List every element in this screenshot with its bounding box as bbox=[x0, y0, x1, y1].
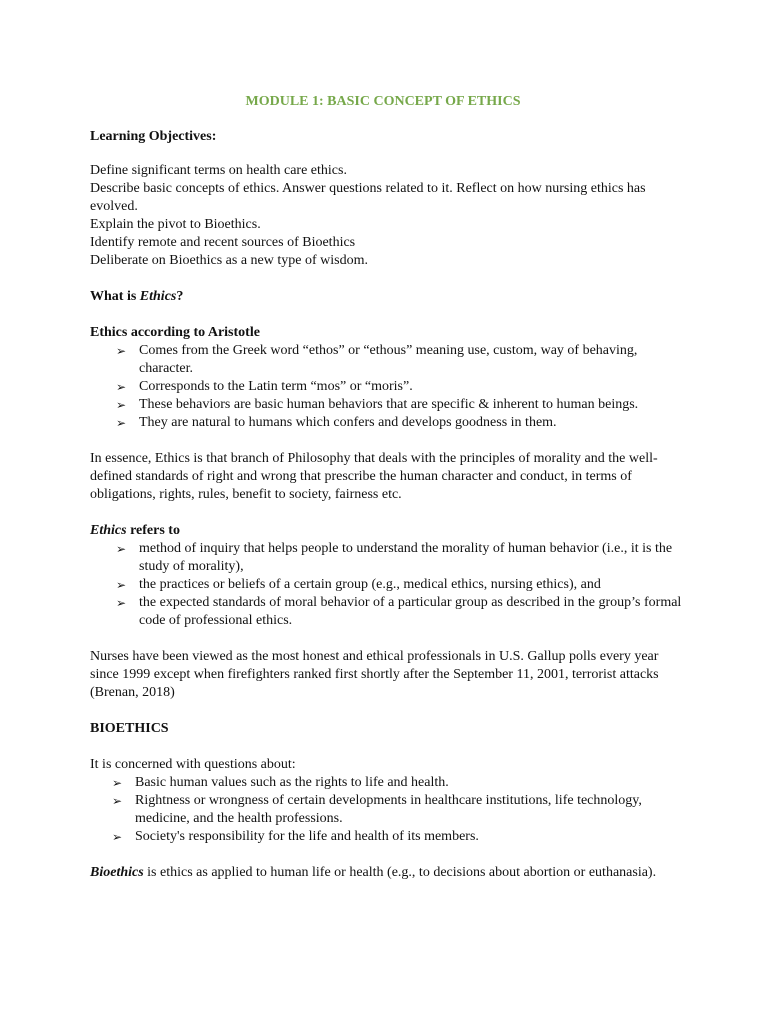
arrow-bullet-icon: ➢ bbox=[112, 794, 123, 808]
arrow-bullet-icon: ➢ bbox=[116, 542, 127, 556]
arrow-bullet-icon: ➢ bbox=[112, 776, 123, 790]
list-item: ➢ Basic human values such as the rights to life and health. bbox=[112, 775, 449, 790]
list-item: ➢ Society's responsibility for the life and health of its members. bbox=[112, 829, 479, 844]
arrow-bullet-icon: ➢ bbox=[116, 416, 127, 430]
objective-item: Explain the pivot to Bioethics. bbox=[90, 217, 261, 232]
list-item: ➢ Rightness or wrongness of certain developments in healthcare institutions, life technology, medicine, and the health professions. bbox=[112, 793, 642, 826]
essence-paragraph: In essence, Ethics is that branch of Philosophy that deals with the principles of morality and the well- defined standards of right and wrong that prescribe the human character and conduct, in terms of obligations, rights, rules, benefit to society, fairness etc. bbox=[90, 451, 658, 502]
arrow-bullet-icon: ➢ bbox=[116, 344, 127, 358]
list-item: ➢ the expected standards of moral behavior of a particular group as described in the group’s formal code of professional ethics. bbox=[116, 595, 682, 628]
list-item: ➢ They are natural to humans which confers and develops goodness in them. bbox=[116, 415, 557, 430]
nurses-paragraph: Nurses have been viewed as the most honest and ethical professionals in U.S. Gallup polls every year since 1999 except when firefighters ranked first shortly after the September 11, 2001, terrorist attacks (Brenan, 2018) bbox=[90, 649, 659, 700]
learning-objectives-list bbox=[90, 162, 690, 270]
arrow-bullet-icon: ➢ bbox=[116, 380, 127, 394]
arrow-bullet-icon: ➢ bbox=[116, 596, 127, 610]
arrow-bullet-icon: ➢ bbox=[112, 830, 123, 844]
arrow-bullet-icon: ➢ bbox=[116, 578, 127, 592]
ethics-refers-heading: Ethics refers to bbox=[90, 523, 180, 538]
aristotle-heading: Ethics according to Aristotle bbox=[90, 325, 260, 340]
what-is-ethics-heading: What is Ethics? bbox=[90, 289, 184, 304]
list-item: ➢ Corresponds to the Latin term “mos” or “moris”. bbox=[116, 379, 413, 394]
objective-item: Deliberate on Bioethics as a new type of wisdom. bbox=[90, 253, 368, 268]
ethics-refers-bullet-list bbox=[90, 540, 690, 630]
page-title: MODULE 1: BASIC CONCEPT OF ETHICS bbox=[245, 94, 521, 109]
list-item: ➢ Comes from the Greek word “ethos” or “ethous” meaning use, custom, way of behaving, character. bbox=[116, 343, 638, 376]
bioethics-heading: BIOETHICS bbox=[90, 721, 169, 736]
objective-item: Define significant terms on health care ethics. bbox=[90, 163, 347, 178]
bioethics-definition: Bioethics is ethics as applied to human life or health (e.g., to decisions about abortion or euthanasia). bbox=[90, 865, 657, 880]
bioethics-bullet-list bbox=[90, 774, 690, 846]
objective-item: Describe basic concepts of ethics. Answer questions related to it. Reflect on how nursing ethics has evolved. bbox=[90, 181, 646, 214]
bioethics-intro: It is concerned with questions about: bbox=[90, 757, 296, 772]
document-page bbox=[90, 92, 690, 882]
list-item: ➢ the practices or beliefs of a certain group (e.g., medical ethics, nursing ethics), and bbox=[116, 577, 601, 592]
learning-objectives-heading: Learning Objectives: bbox=[90, 129, 217, 144]
aristotle-bullet-list bbox=[90, 342, 690, 432]
list-item: ➢ method of inquiry that helps people to understand the morality of human behavior (i.e., it is the study of morality), bbox=[116, 541, 673, 574]
objective-item: Identify remote and recent sources of Bioethics bbox=[90, 235, 356, 250]
list-item: ➢ These behaviors are basic human behaviors that are specific & inherent to human beings. bbox=[116, 397, 639, 412]
arrow-bullet-icon: ➢ bbox=[116, 398, 127, 412]
